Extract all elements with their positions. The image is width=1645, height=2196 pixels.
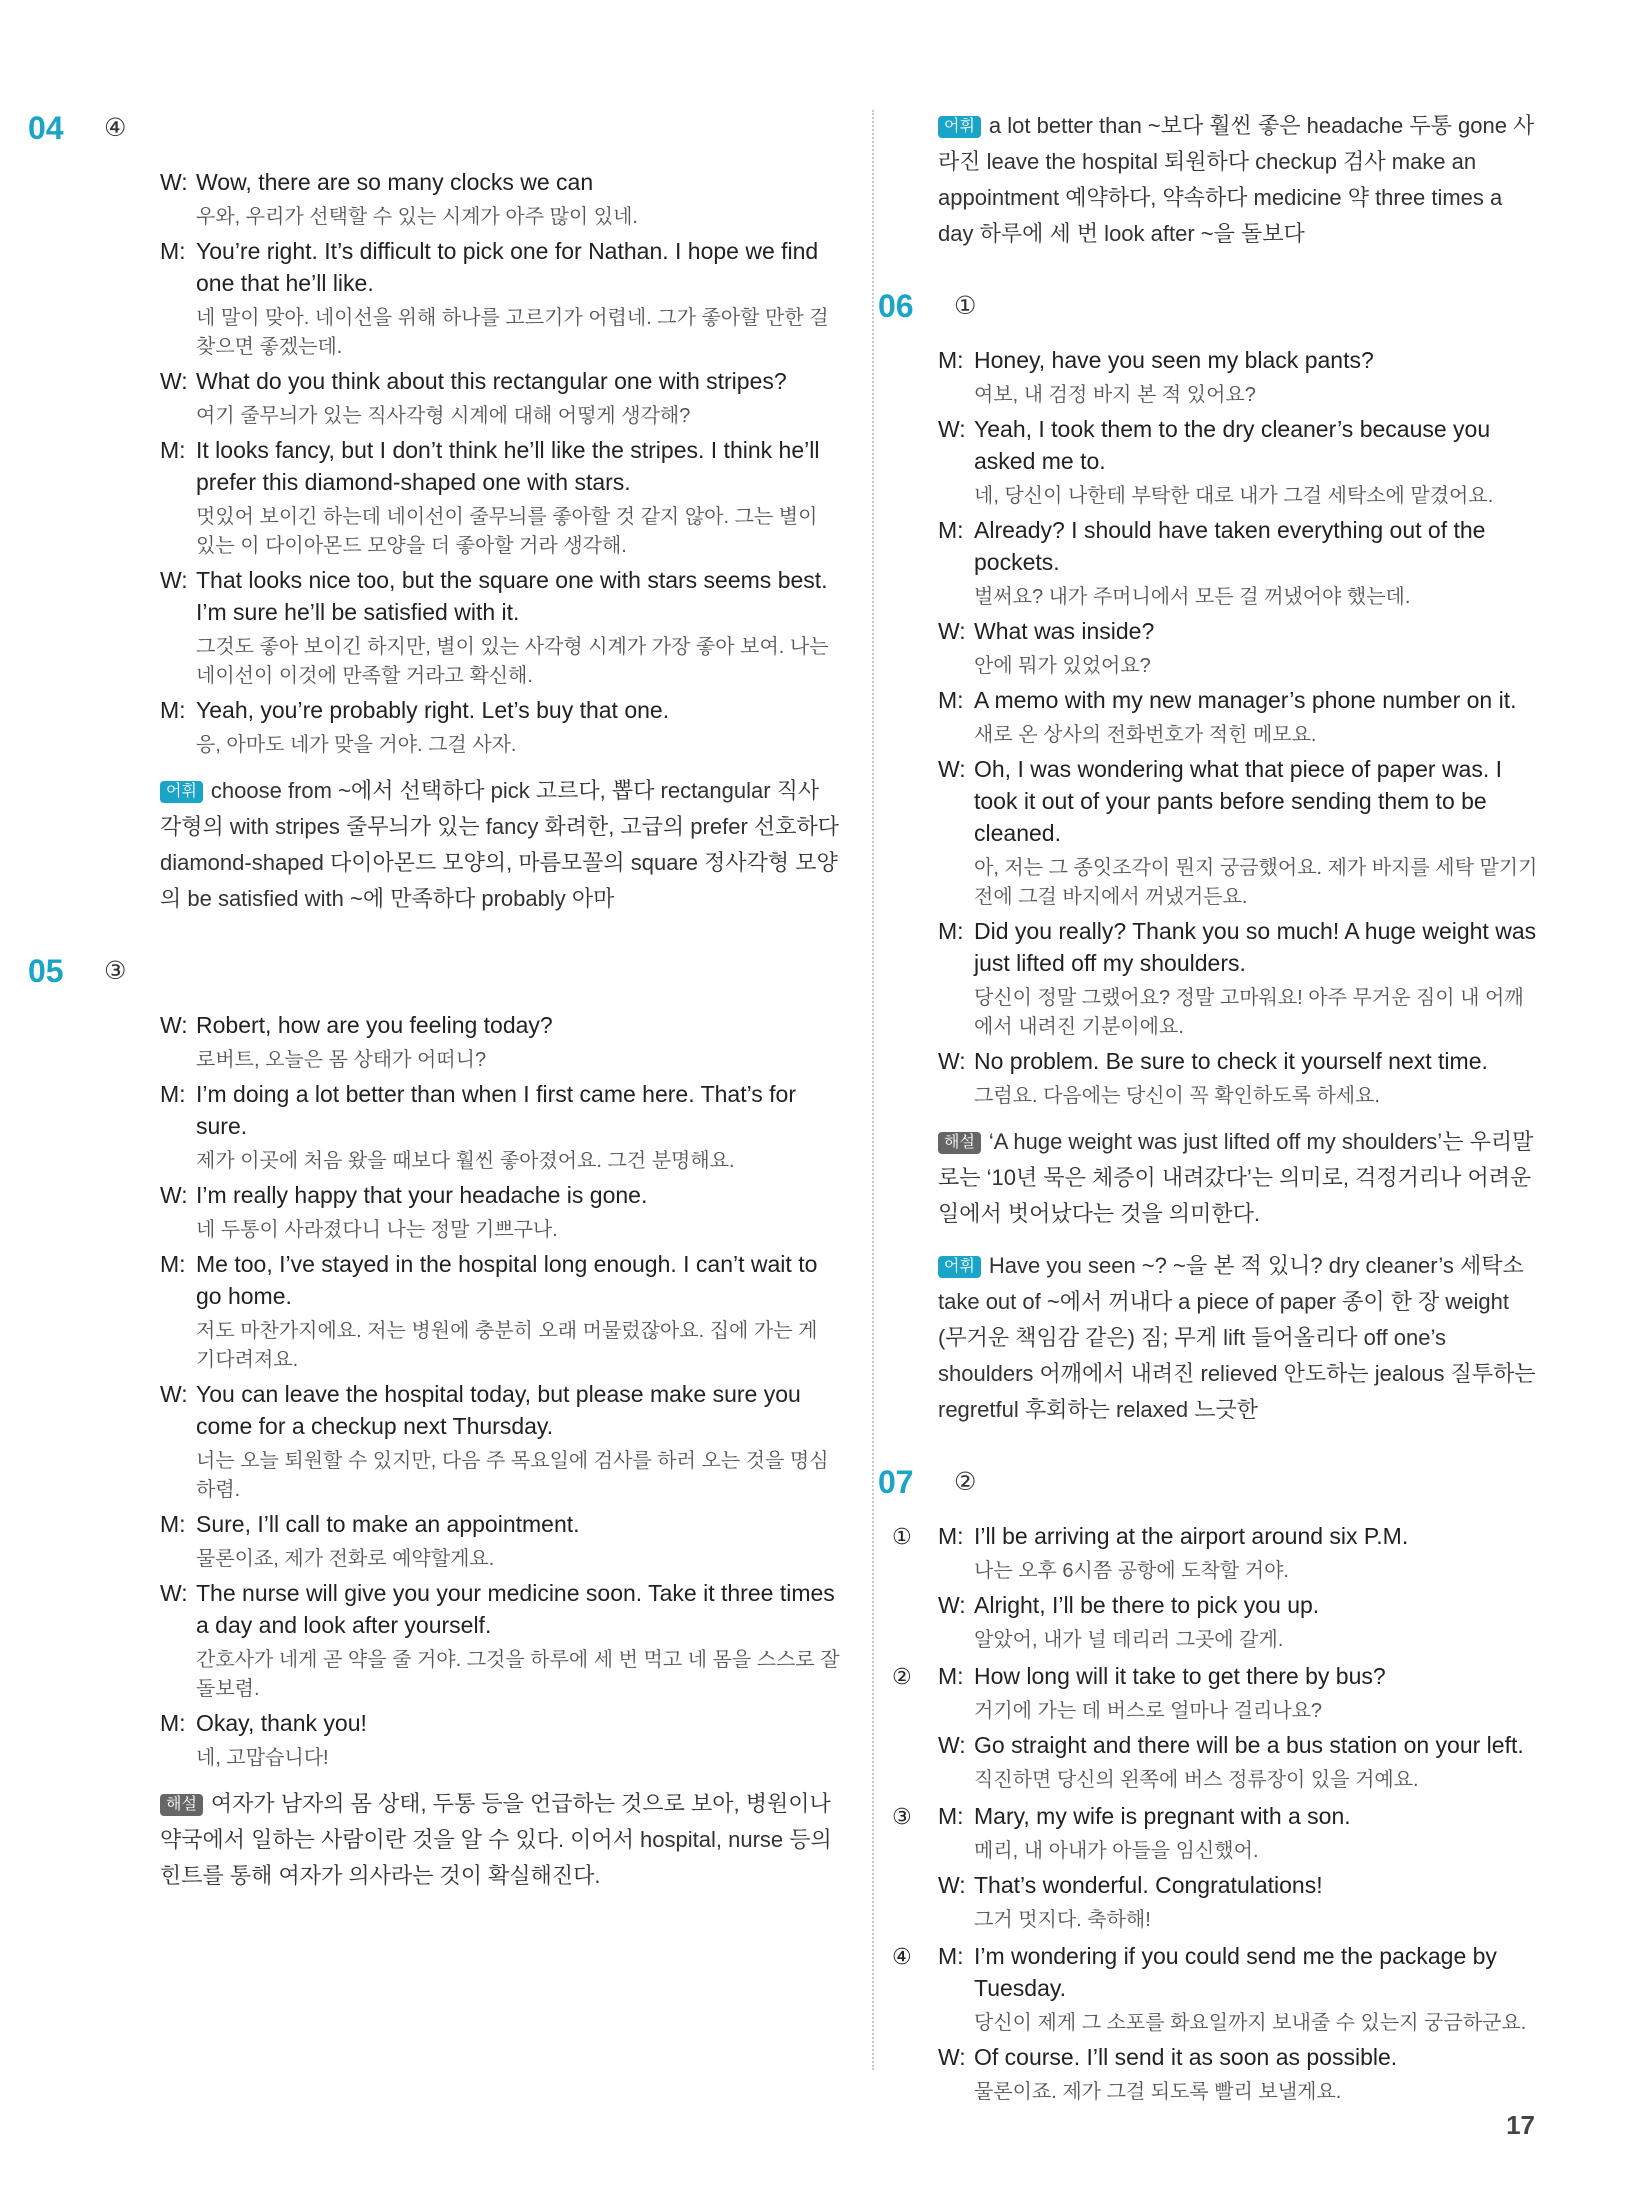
speaker-label: M: [160, 1511, 186, 1537]
english-line: Did you really? Thank you so much! A huge weight was just lifted off my shoulders. [974, 918, 1537, 976]
english-line: Of course. I’ll send it as soon as possible. [974, 2044, 1398, 2070]
english-line: Go straight and there will be a bus station on your left. [974, 1732, 1524, 1758]
dialogue-line [938, 344, 1538, 407]
english-line: No problem. Be sure to check it yourself next time. [974, 1048, 1488, 1074]
speaker-label: M: [938, 347, 964, 373]
speaker-label: M: [938, 1803, 964, 1829]
question-07 [878, 1462, 1538, 2104]
question-header [878, 286, 1538, 326]
answer-marker: ② [954, 1468, 977, 1496]
dialogue-line [938, 1045, 1538, 1108]
korean-translation: 직진하면 당신의 왼쪽에 버스 정류장이 있을 거예요. [974, 1769, 1419, 1791]
dialogue-line [938, 1869, 1538, 1932]
korean-translation: 멋있어 보이긴 하는데 네이선이 줄무늬를 좋아할 것 같지 않아. 그는 별이 있는 이 다이아몬드 모양을 더 좋아할 거라 생각해. [196, 506, 818, 557]
korean-translation: 저도 마찬가지에요. 저는 병원에 충분히 오래 머물렀잖아요. 집에 가는 게 기다려져요. [196, 1320, 818, 1371]
page-number: 17 [1506, 2110, 1535, 2140]
question-header [28, 108, 840, 148]
korean-translation: 네 두통이 사라졌다니 나는 정말 기쁘구나. [196, 1219, 558, 1241]
speaker-label: W: [938, 1732, 966, 1758]
question-number: 07 [878, 1463, 914, 1500]
korean-translation: 여보, 내 검정 바지 본 적 있어요? [974, 384, 1256, 406]
vocab-tag: 어휘 [938, 116, 981, 138]
vocab-tag: 어휘 [160, 781, 203, 803]
dialogue-line [160, 1078, 840, 1173]
speaker-label: M: [160, 437, 186, 463]
speaker-label: W: [160, 1012, 188, 1038]
korean-translation: 거기에 가는 데 버스로 얼마나 걸리나요? [974, 1700, 1323, 1722]
question-header [28, 951, 840, 991]
explain-tag: 해설 [160, 1794, 203, 1816]
dialogue-line [938, 684, 1538, 747]
korean-translation: 간호사가 네게 곧 약을 줄 거야. 그것을 하루에 세 번 먹고 네 몸을 스스로 잘 돌보렴. [196, 1649, 840, 1700]
speaker-label: M: [160, 1081, 186, 1107]
english-line: Wow, there are so many clocks we can [196, 169, 594, 195]
english-line: You can leave the hospital today, but please make sure you come for a checkup next Thursday. [196, 1381, 801, 1439]
speaker-label: M: [938, 687, 964, 713]
speaker-label: M: [160, 697, 186, 723]
question-05 [28, 951, 840, 1894]
explanation-box [938, 1124, 1538, 1232]
english-line: You’re right. It’s difficult to pick one for Nathan. I hope we find one that he’ll like. [196, 238, 819, 296]
korean-translation: 네, 당신이 나한테 부탁한 대로 내가 그걸 세탁소에 맡겼어요. [974, 485, 1494, 507]
vocab-box [938, 1248, 1538, 1428]
option-number: ② [892, 1664, 912, 1689]
dialogue [160, 166, 840, 757]
english-line: Sure, I’ll call to make an appointment. [196, 1511, 580, 1537]
english-line: That looks nice too, but the square one with stars seems best. I’m sure he’ll be satisfied with it. [196, 567, 828, 625]
vocab-box [160, 773, 840, 917]
answer-marker: ① [954, 292, 977, 320]
english-line: How long will it take to get there by bus? [974, 1663, 1386, 1689]
dialogue-line [938, 1940, 1538, 2035]
option-item [892, 1520, 1538, 1652]
english-line: What do you think about this rectangular one with stripes? [196, 368, 787, 394]
option-number: ④ [892, 1944, 912, 1969]
speaker-label: M: [160, 238, 186, 264]
speaker-label: M: [938, 1663, 964, 1689]
speaker-label: W: [160, 1580, 188, 1606]
korean-translation: 여기 줄무늬가 있는 직사각형 시계에 대해 어떻게 생각해? [196, 405, 691, 427]
vocab-text: a lot better than ~보다 훨씬 좋은 headache 두통 gone 사라진 leave the hospital 퇴원하다 checkup 검사 make an appointment 예약하다, 약속하다 medicine 약 three times a day 하루에 세 번 look after ~을 돌보다 [938, 113, 1535, 246]
dialogue-line [160, 166, 840, 229]
dialogue-line [160, 1378, 840, 1502]
vocab-text: choose from ~에서 선택하다 pick 고르다, 뽑다 rectangular 직사각형의 with stripes 줄무늬가 있는 fancy 화려한, 고급의 prefer 선호하다 diamond-shaped 다이아몬드 모양의, 마름모꼴의 square 정사각형 모양의 be satisfied with ~에 만족하다 probably 아마 [160, 778, 839, 911]
english-line: I’m really happy that your headache is gone. [196, 1182, 648, 1208]
dialogue-line [938, 915, 1538, 1039]
korean-translation: 너는 오늘 퇴원할 수 있지만, 다음 주 목요일에 검사를 하러 오는 것을 명심하렴. [196, 1450, 829, 1501]
dialogue [938, 344, 1538, 1108]
english-line: I’m doing a lot better than when I first came here. That’s for sure. [196, 1081, 797, 1139]
english-line: Yeah, I took them to the dry cleaner’s because you asked me to. [974, 416, 1491, 474]
left-column [28, 108, 840, 1928]
right-column [878, 108, 1538, 2138]
dialogue-line [938, 514, 1538, 609]
explain-tag: 해설 [938, 1132, 981, 1154]
dialogue-line [160, 1508, 840, 1571]
speaker-label: W: [938, 1048, 966, 1074]
options [892, 1520, 1538, 2104]
dialogue-line [938, 1520, 1538, 1583]
question-header [878, 1462, 1538, 1502]
speaker-label: W: [938, 416, 966, 442]
option-number: ① [892, 1524, 912, 1549]
option-item [892, 1660, 1538, 1792]
question-06 [878, 286, 1538, 1428]
speaker-label: M: [160, 1251, 186, 1277]
speaker-label: W: [938, 1872, 966, 1898]
korean-translation: 당신이 제게 그 소포를 화요일까지 보내줄 수 있는지 궁금하군요. [974, 2012, 1527, 2034]
korean-translation: 알았어, 내가 널 데리러 그곳에 갈게. [974, 1629, 1284, 1651]
english-line: It looks fancy, but I don’t think he’ll like the stripes. I think he’ll prefer this diamond-shaped one with stars. [196, 437, 820, 495]
english-line: Okay, thank you! [196, 1710, 367, 1736]
korean-translation: 새로 온 상사의 전화번호가 적힌 메모요. [974, 724, 1317, 746]
dialogue-line [160, 1248, 840, 1372]
dialogue-line [160, 1179, 840, 1242]
speaker-label: M: [938, 1943, 964, 1969]
dialogue-line [938, 615, 1538, 678]
vocab-tag: 어휘 [938, 1256, 981, 1278]
dialogue-line [938, 413, 1538, 508]
english-line: I’m wondering if you could send me the package by Tuesday. [974, 1943, 1497, 2001]
speaker-label: W: [160, 368, 188, 394]
question-04 [28, 108, 840, 917]
vocab-text: Have you seen ~? ~을 본 적 있니? dry cleaner’s 세탁소 take out of ~에서 꺼내다 a piece of paper 종이 한 장 weight (무거운 책임감 같은) 짐; 무게 lift 들어올리다 off one’s shoulders 어깨에서 내려진 relieved 안도하는 jealous 질투하는 regretful 후회하는 relaxed 느긋한 [938, 1253, 1536, 1422]
speaker-label: W: [938, 618, 966, 644]
dialogue-line [160, 1707, 840, 1770]
explain-text: ‘A huge weight was just lifted off my shoulders’는 우리말로는 ‘10년 묵은 체증이 내려갔다’는 의미로, 걱정거리나 어려운 일에서 벗어났다는 것을 의미한다. [938, 1129, 1534, 1226]
english-line: That’s wonderful. Congratulations! [974, 1872, 1323, 1898]
korean-translation: 제가 이곳에 처음 왔을 때보다 훨씬 좋아졌어요. 그건 분명해요. [196, 1150, 735, 1172]
korean-translation: 그거 멋지다. 축하해! [974, 1909, 1151, 1931]
english-line: Alright, I’ll be there to pick you up. [974, 1592, 1320, 1618]
answer-marker: ③ [104, 957, 127, 985]
english-line: Already? I should have taken everything out of the pockets. [974, 517, 1486, 575]
explain-text: 여자가 남자의 몸 상태, 두통 등을 언급하는 것으로 보아, 병원이나 약국에서 일하는 사람이란 것을 알 수 있다. 이어서 hospital, nurse 등의 힌트를 통해 여자가 의사라는 것이 확실해진다. [160, 1791, 832, 1888]
english-line: Robert, how are you feeling today? [196, 1012, 553, 1038]
dialogue-line [160, 235, 840, 359]
speaker-label: M: [938, 517, 964, 543]
korean-translation: 로버트, 오늘은 몸 상태가 어떠니? [196, 1049, 487, 1071]
question-number: 05 [28, 952, 64, 989]
korean-translation: 그럼요. 다음에는 당신이 꼭 확인하도록 하세요. [974, 1085, 1380, 1107]
english-line: Oh, I was wondering what that piece of paper was. I took it out of your pants before sending them to be cleaned. [974, 756, 1503, 846]
vocab-box-05 [938, 108, 1538, 252]
korean-translation: 네 말이 맞아. 네이선을 위해 하나를 고르기가 어렵네. 그가 좋아할 만한 걸 찾으면 좋겠는데. [196, 307, 829, 358]
korean-translation: 벌써요? 내가 주머니에서 모든 걸 꺼냈어야 했는데. [974, 586, 1411, 608]
dialogue-line [938, 1729, 1538, 1792]
column-divider [872, 110, 874, 2070]
question-number: 06 [878, 287, 914, 324]
english-line: A memo with my new manager’s phone number on it. [974, 687, 1517, 713]
speaker-label: W: [160, 169, 188, 195]
speaker-label: W: [938, 2044, 966, 2070]
english-line: I’ll be arriving at the airport around six P.M. [974, 1523, 1409, 1549]
dialogue-line [160, 365, 840, 428]
dialogue-line [160, 1009, 840, 1072]
english-line: Me too, I’ve stayed in the hospital long enough. I can’t wait to go home. [196, 1251, 818, 1309]
english-line: Yeah, you’re probably right. Let’s buy that one. [196, 697, 670, 723]
dialogue-line [938, 1589, 1538, 1652]
speaker-label: W: [938, 756, 966, 782]
speaker-label: W: [938, 1592, 966, 1618]
english-line: What was inside? [974, 618, 1155, 644]
korean-translation: 우와, 우리가 선택할 수 있는 시계가 아주 많이 있네. [196, 206, 638, 228]
korean-translation: 나는 오후 6시쯤 공항에 도착할 거야. [974, 1560, 1289, 1582]
english-line: Honey, have you seen my black pants? [974, 347, 1374, 373]
korean-translation: 물론이죠, 제가 전화로 예약할게요. [196, 1548, 495, 1570]
option-number: ③ [892, 1804, 912, 1829]
dialogue-line [160, 1577, 840, 1701]
korean-translation: 네, 고맙습니다! [196, 1747, 329, 1769]
speaker-label: M: [938, 918, 964, 944]
dialogue [160, 1009, 840, 1770]
question-number: 04 [28, 109, 64, 146]
dialogue-line [160, 694, 840, 757]
explanation-box [160, 1786, 840, 1894]
speaker-label: M: [938, 1523, 964, 1549]
speaker-label: W: [160, 1182, 188, 1208]
korean-translation: 물론이죠. 제가 그걸 되도록 빨리 보낼게요. [974, 2081, 1342, 2103]
speaker-label: M: [160, 1710, 186, 1736]
option-item [892, 1800, 1538, 1932]
korean-translation: 당신이 정말 그랬어요? 정말 고마워요! 아주 무거운 짐이 내 어깨에서 내려진 기분이에요. [974, 987, 1524, 1038]
answer-marker: ④ [104, 114, 127, 142]
korean-translation: 메리, 내 아내가 아들을 임신했어. [974, 1840, 1259, 1862]
korean-translation: 응, 아마도 네가 맞을 거야. 그걸 사자. [196, 734, 517, 756]
dialogue-line [160, 564, 840, 688]
english-line: Mary, my wife is pregnant with a son. [974, 1803, 1351, 1829]
option-item [892, 1940, 1538, 2104]
dialogue-line [160, 434, 840, 558]
korean-translation: 아, 저는 그 종잇조각이 뭔지 궁금했어요. 제가 바지를 세탁 맡기기 전에 그걸 바지에서 꺼냈거든요. [974, 857, 1538, 908]
dialogue-line [938, 1800, 1538, 1863]
korean-translation: 안에 뭐가 있었어요? [974, 655, 1151, 677]
dialogue-line [938, 2041, 1538, 2104]
speaker-label: W: [160, 567, 188, 593]
english-line: The nurse will give you your medicine soon. Take it three times a day and look after yourself. [196, 1580, 835, 1638]
dialogue-line [938, 753, 1538, 909]
korean-translation: 그것도 좋아 보이긴 하지만, 별이 있는 사각형 시계가 가장 좋아 보여. 나는 네이선이 이것에 만족할 거라고 확신해. [196, 636, 829, 687]
dialogue-line [938, 1660, 1538, 1723]
speaker-label: W: [160, 1381, 188, 1407]
